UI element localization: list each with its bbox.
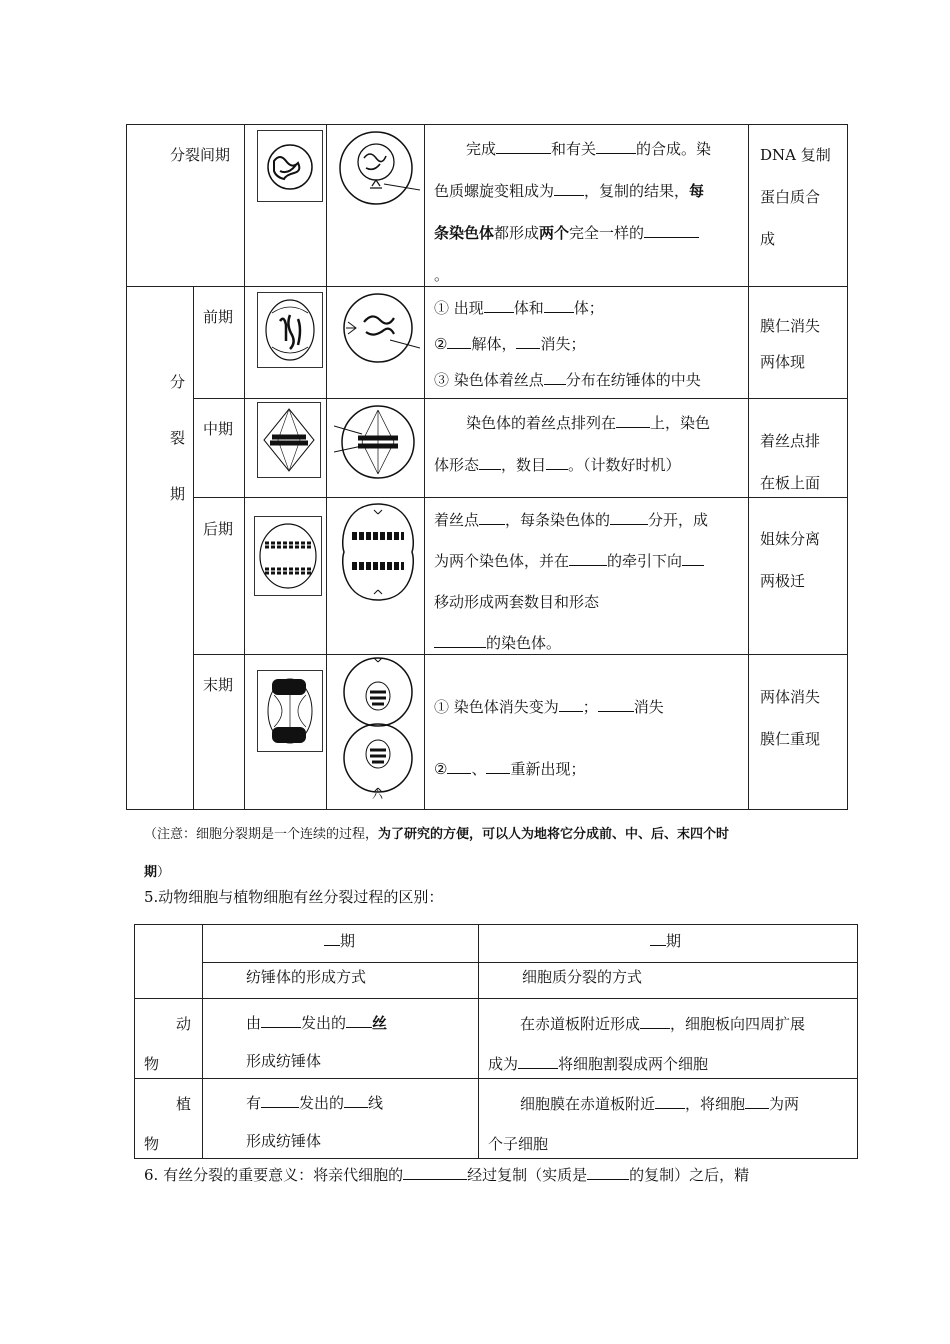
- anaphase-desc: 着丝点 ，每条染色体的 分开，成 为两个染色体，并在 的牵引下向 移动形成两套数目和形态 的染色体。: [434, 511, 709, 652]
- interphase-desc: 完成 和有关 的合成。染 色质螺旋变粗成为 ，复制的结果，每 条染色体都形成两个完全一样的 。: [434, 140, 712, 284]
- note-line: （注意：细胞分裂期是一个连续的过程，为了研究的方便，可以人为地将它分成前、中、后、末四个时 期）: [144, 827, 730, 880]
- plant-spindle: 有 发出的 线 形成纺锤体: [246, 1094, 384, 1150]
- interphase-label: 分裂间期: [170, 146, 231, 164]
- plant-label: 植 物: [144, 1095, 192, 1153]
- prophase-note: 膜仁消失 两体现: [760, 317, 821, 371]
- q5-col2-head: 期: [650, 930, 681, 952]
- animal-interphase-figure: [334, 128, 420, 208]
- division-period-label: 分 裂 期: [170, 373, 186, 503]
- interphase-note: DNA 复制 蛋白质合 成: [760, 146, 831, 248]
- metaphase-note: 着丝点排 在板上面: [760, 432, 821, 492]
- anaphase-note: 姐妹分离 两极迁: [760, 530, 821, 590]
- q5-col1-head: 期: [324, 930, 355, 952]
- plant-cytokinesis: 细胞膜在赤道板附近 ，将细胞 为两 个子细胞: [488, 1095, 800, 1153]
- animal-prophase-figure: [334, 288, 420, 368]
- animal-anaphase-figure: [338, 500, 418, 604]
- animal-telophase-figure: [338, 654, 418, 802]
- animal-label: 动 物: [144, 1015, 192, 1073]
- telophase-desc: ① 染色体消失变为 ； 消失 ② 、 重新出现；: [434, 698, 664, 778]
- prophase-label: 前期: [203, 308, 234, 326]
- anaphase-label: 后期: [203, 520, 234, 538]
- telophase-label: 末期: [203, 676, 234, 694]
- plant-interphase-figure: [257, 130, 323, 202]
- plant-metaphase-figure: [257, 402, 321, 478]
- prophase-desc: ① 出现 体和 体； ② 解体， 消失； ③ 染色体着丝点 分布在纺锤体的中央: [434, 299, 701, 389]
- plant-anaphase-figure: [254, 516, 322, 596]
- q5-title: 5.动物细胞与植物细胞有丝分裂过程的区别：: [144, 888, 444, 906]
- plant-telophase-figure: [257, 670, 323, 752]
- telophase-note: 两体消失 膜仁重现: [760, 688, 821, 748]
- plant-prophase-figure: [257, 292, 323, 368]
- metaphase-desc: 染色体的着丝点排列在 上，染色 体形态 ，数目 。（计数好时机）: [434, 414, 711, 474]
- telophase-figure-mark: 六: [372, 788, 383, 801]
- animal-metaphase-figure: [334, 400, 420, 484]
- q5-col2-sub: 细胞质分裂的方式: [522, 968, 643, 986]
- metaphase-label: 中期: [203, 420, 234, 438]
- animal-spindle: 由 发出的 丝 形成纺锤体: [246, 1014, 388, 1070]
- animal-cytokinesis: 在赤道板附近形成 ，细胞板向四周扩展 成为 将细胞割裂成两个细胞: [488, 1015, 806, 1073]
- q5-col1-sub: 纺锤体的形成方式: [246, 968, 367, 986]
- q6-text: 6. 有丝分裂的重要意义：将亲代细胞的 经过复制（实质是 的复制）之后，精: [144, 1166, 750, 1184]
